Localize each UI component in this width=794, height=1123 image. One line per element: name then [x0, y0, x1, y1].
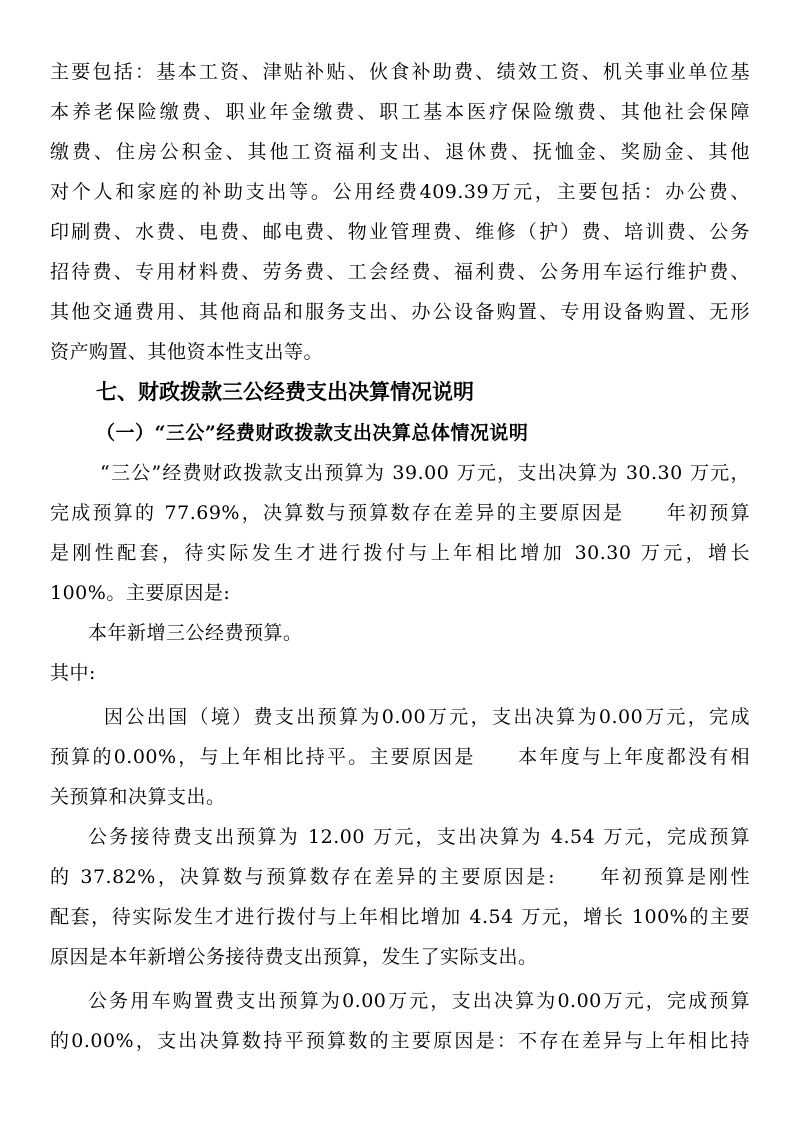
paragraph-line: 公务用车购置费支出预算为0.00万元，支出决算为0.00万元，完成预算: [88, 990, 750, 1012]
paragraph-line: 缴费、住房公积金、其他工资福利支出、退休费、抚恤金、奖励金、其他: [50, 141, 750, 163]
paragraph-line: 的0.00%，支出决算数持平预算数的主要原因是：不存在差异与上年相比持: [50, 1030, 750, 1052]
paragraph-line: 招待费、专用材料费、劳务费、工会经费、福利费、公务用车运行维护费、: [50, 261, 750, 283]
subsection-heading-one: （一）“三公”经费财政拨款支出决算总体情况说明: [96, 422, 529, 444]
paragraph-line: 本年新增三公经费预算。: [88, 622, 303, 644]
paragraph-line: “三公”经费财政拨款支出预算为 39.00 万元，支出决算为 30.30 万元，: [100, 462, 750, 484]
paragraph-line: 印刷费、水费、电费、邮电费、物业管理费、维修（护）费、培训费、公务: [50, 221, 750, 243]
paragraph-line: 资产购置、其他资本性支出等。: [50, 341, 324, 363]
paragraph-line: 100%。主要原因是:: [50, 582, 231, 604]
paragraph-line: 主要包括：基本工资、津贴补贴、伙食补助费、绩效工资、机关事业单位基: [50, 61, 750, 83]
paragraph-line: 其他交通费用、其他商品和服务支出、办公设备购置、专用设备购置、无形: [50, 301, 750, 323]
paragraph-line: 关预算和决算支出。: [50, 786, 226, 808]
paragraph-line: 配套，待实际发生才进行拨付与上年相比增加 4.54 万元，增长 100%的主要: [50, 906, 750, 928]
paragraph-line: 其中:: [50, 662, 96, 684]
paragraph-line: 因公出国（境）费支出预算为0.00万元，支出决算为0.00万元，完成: [104, 706, 750, 728]
paragraph-line: 预算的0.00%，与上年相比持平。主要原因是 本年度与上年度都没有相: [50, 746, 750, 768]
paragraph-line: 原因是本年新增公务接待费支出预算，发生了实际支出。: [50, 946, 538, 968]
paragraph-line: 是刚性配套，待实际发生才进行拨付与上年相比增加 30.30 万元，增长: [50, 542, 750, 564]
paragraph-line: 的 37.82%，决算数与预算数存在差异的主要原因是: 年初预算是刚性: [50, 866, 750, 888]
paragraph-line: 本养老保险缴费、职业年金缴费、职工基本医疗保险缴费、其他社会保障: [50, 101, 750, 123]
paragraph-line: 对个人和家庭的补助支出等。公用经费409.39万元，主要包括：办公费、: [50, 181, 750, 203]
section-heading-seven: 七、财政拨款三公经费支出决算情况说明: [96, 380, 474, 404]
paragraph-line: 公务接待费支出预算为 12.00 万元，支出决算为 4.54 万元，完成预算: [88, 826, 750, 848]
paragraph-line: 完成预算的 77.69%，决算数与预算数存在差异的主要原因是 年初预算: [50, 502, 750, 524]
